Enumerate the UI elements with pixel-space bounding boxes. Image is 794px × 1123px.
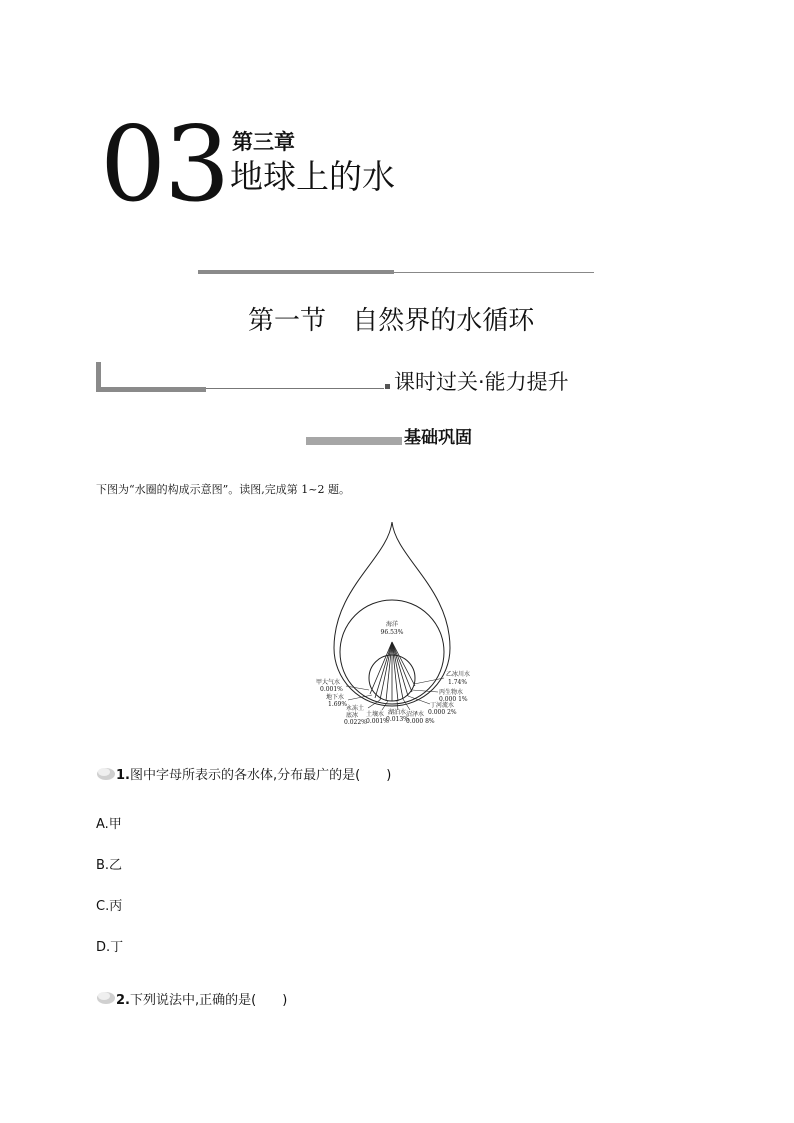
permafrost-label-line1: 永冻土 bbox=[346, 705, 365, 712]
atmosphere-pct: 0.001% bbox=[320, 686, 343, 693]
chapter-number: 03 bbox=[100, 103, 229, 225]
subsection-title: 基础巩固 bbox=[404, 428, 472, 448]
bio-water-pct: 0.000 1% bbox=[439, 696, 468, 703]
question-2-number: 2. bbox=[116, 993, 130, 1008]
subsection-bar bbox=[306, 437, 402, 445]
question-1-option-a[interactable]: A.甲 bbox=[96, 817, 122, 832]
question-1-option-b[interactable]: B.乙 bbox=[96, 858, 123, 873]
lesson-title: 课时过关·能力提升 bbox=[394, 370, 569, 394]
soil-pct: 0.001% bbox=[366, 718, 389, 725]
sector-lines bbox=[370, 642, 415, 701]
soil-label: 土壤水 bbox=[366, 711, 385, 718]
permafrost-label-line2: 底冰 bbox=[346, 712, 359, 719]
ocean-label: 海洋 bbox=[385, 621, 399, 628]
question-1-option-d[interactable]: D.丁 bbox=[96, 940, 124, 955]
hydrosphere-diagram bbox=[300, 518, 500, 738]
swamp-label: 沼泽水 bbox=[406, 711, 425, 718]
lesson-rule-dot bbox=[385, 384, 390, 389]
lake-label: 湖泊水 bbox=[388, 709, 407, 716]
header-divider-accent bbox=[198, 270, 394, 274]
groundwater-label: 地下水 bbox=[326, 694, 345, 701]
river-pct: 0.000 2% bbox=[428, 709, 457, 716]
atmosphere-label: 甲大气水 bbox=[316, 679, 341, 686]
groundwater-pct: 1.69% bbox=[328, 701, 348, 708]
section-title: 第一节 自然界的水循环 bbox=[248, 306, 535, 336]
question-2 bbox=[116, 994, 287, 1007]
glacier-pct: 1.74% bbox=[448, 679, 468, 686]
question-marker-icon bbox=[96, 766, 116, 780]
ocean-pct: 96.53% bbox=[380, 629, 404, 636]
chapter-title: 地球上的水 bbox=[230, 157, 395, 196]
river-label: 丁河流水 bbox=[430, 702, 455, 709]
lesson-rule bbox=[206, 388, 384, 389]
question-1-number: 1. bbox=[116, 768, 130, 783]
question-2-stem: 下列说法中,正确的是( ) bbox=[129, 993, 288, 1008]
question-1-stem: 图中字母所表示的各水体,分布最广的是( ) bbox=[129, 768, 392, 783]
question-1 bbox=[116, 769, 391, 782]
bio-water-label: 丙生物水 bbox=[439, 689, 464, 696]
permafrost-pct: 0.022% bbox=[344, 719, 367, 726]
chapter-label: 第三章 bbox=[232, 130, 295, 154]
question-marker-icon bbox=[96, 990, 116, 1004]
lesson-bracket-horizontal bbox=[96, 387, 206, 392]
lake-pct: 0.013% bbox=[386, 716, 409, 723]
swamp-pct: 0.000 8% bbox=[406, 718, 435, 725]
question-intro: 下图为“水圈的构成示意图”。读图,完成第 1~2 题。 bbox=[96, 483, 350, 496]
question-1-option-c[interactable]: C.丙 bbox=[96, 899, 123, 914]
glacier-label: 乙冰川水 bbox=[446, 671, 471, 678]
